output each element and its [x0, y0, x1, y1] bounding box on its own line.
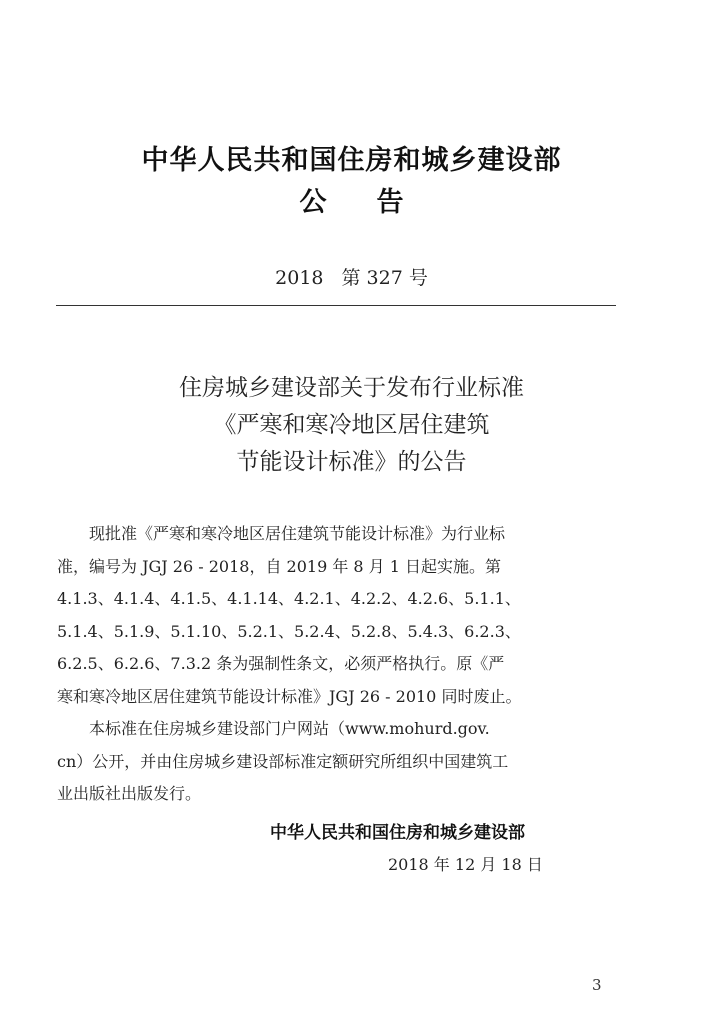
- page-number: 3: [592, 976, 602, 994]
- document-type-right: 告: [376, 187, 404, 218]
- body-line: cn）公开，并由住房城乡建设部标准定额研究所组织中国建筑工: [57, 751, 509, 771]
- document-type-left: 公: [299, 187, 327, 218]
- org-title: 中华人民共和国住房和城乡建设部: [141, 145, 562, 176]
- body-line: 4.1.3、4.1.4、4.1.5、4.1.14、4.2.1、4.2.2、4.2.6、5.1.1、: [57, 589, 521, 608]
- body-line: 业出版社出版发行。: [57, 784, 202, 803]
- issue-serial: 第 327 号: [341, 267, 428, 289]
- issue-number: [0, 263, 703, 290]
- notice-title: [0, 370, 703, 481]
- body-line: 现批准《严寒和寒冷地区居住建筑节能设计标准》为行业标: [89, 524, 506, 543]
- body-line: 5.1.4、5.1.9、5.1.10、5.2.1、5.2.4、5.2.8、5.4.3、6.2.3、: [57, 621, 521, 641]
- body-line: 本标准在住房城乡建设部门户网站（www.mohurd.gov.: [89, 719, 490, 738]
- notice-title-line-2: 《严寒和寒冷地区居住建筑: [213, 412, 490, 438]
- document-type: [0, 180, 703, 219]
- body-line: 寒和寒冷地区居住建筑节能设计标准》JGJ 26 - 2010 同时废止。: [57, 686, 522, 706]
- notice-title-line-1: 住房城乡建设部关于发布行业标准: [179, 375, 524, 401]
- notice-body: [57, 518, 623, 811]
- issue-date: 2018 年 12 月 18 日: [388, 855, 543, 874]
- body-line: 6.2.5、6.2.6、7.3.2 条为强制性条文，必须严格执行。原《严: [57, 654, 505, 673]
- notice-title-line-3: 节能设计标准》的公告: [236, 449, 467, 475]
- body-line: 准，编号为 JGJ 26 - 2018，自 2019 年 8 月 1 日起实施。第: [57, 556, 502, 576]
- issue-year: 2018: [275, 267, 324, 289]
- header-divider: [56, 305, 616, 306]
- issuer-signature: 中华人民共和国住房和城乡建设部: [270, 823, 525, 843]
